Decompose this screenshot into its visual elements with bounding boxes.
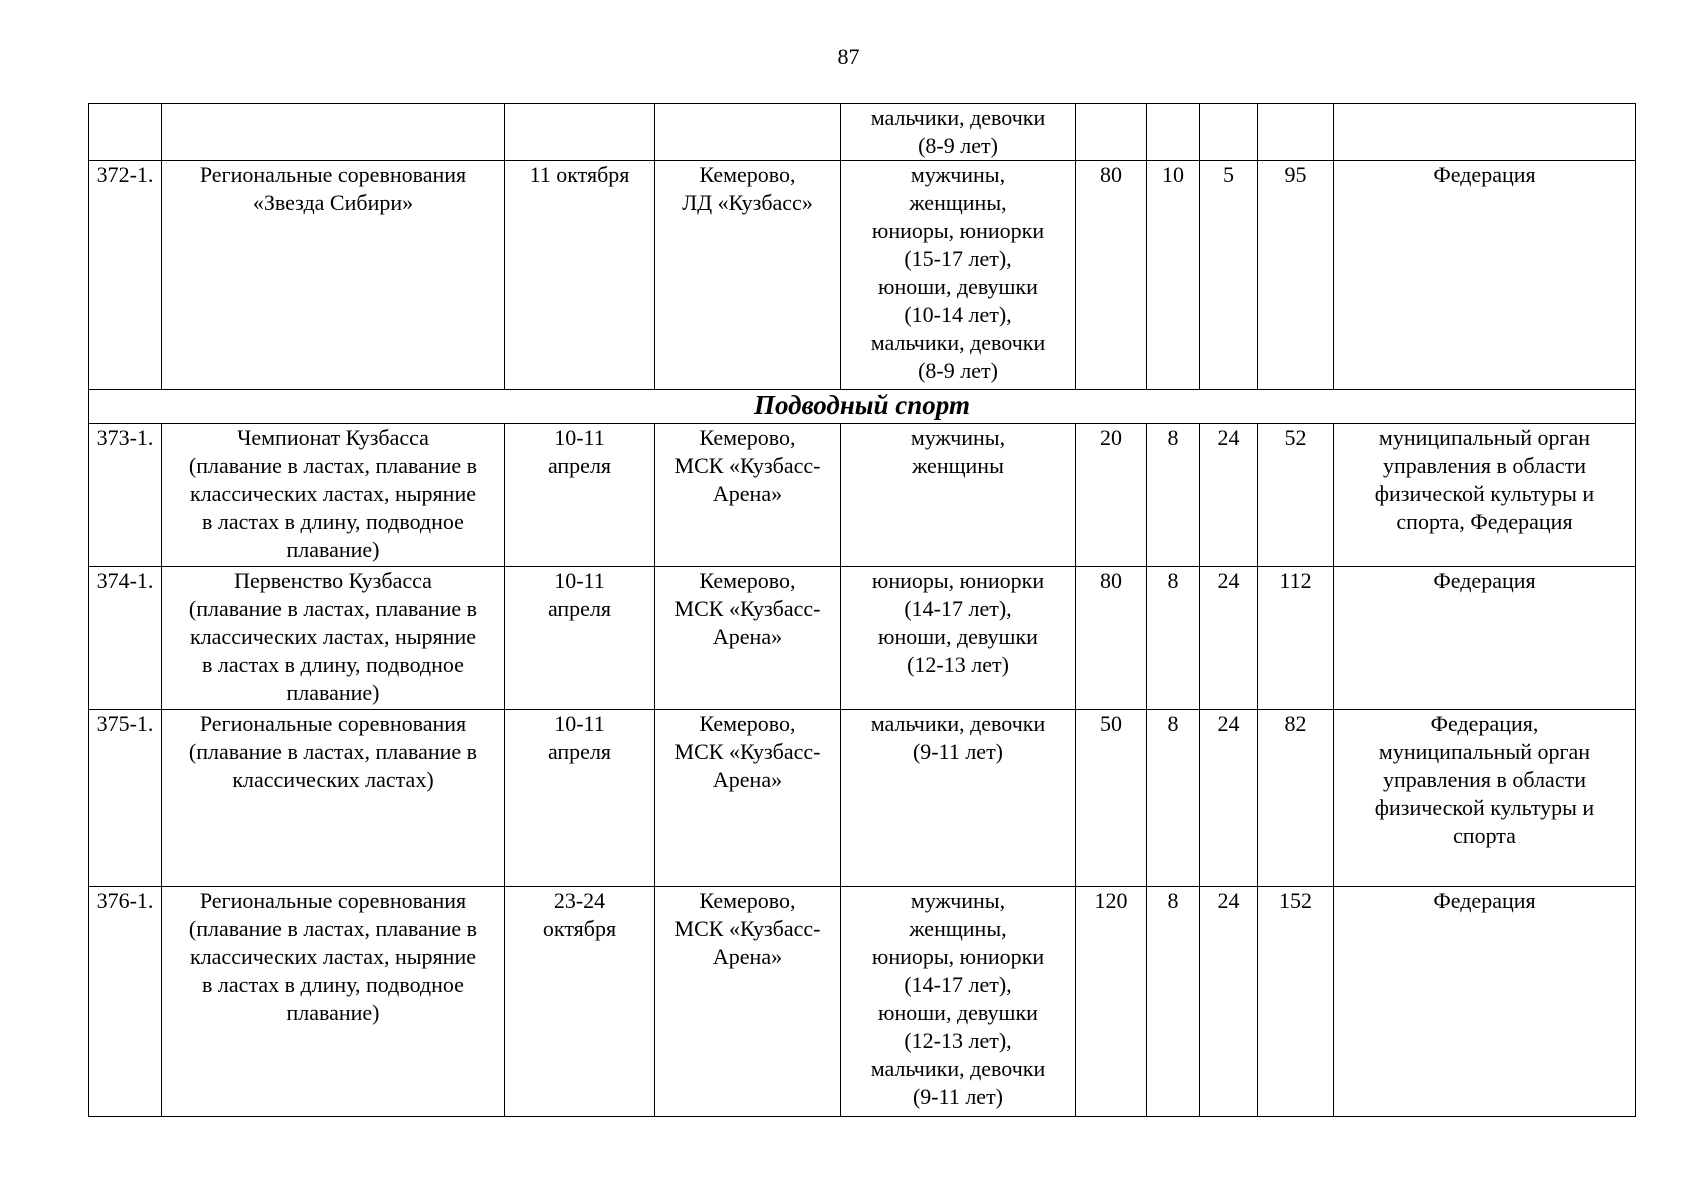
participants-line: (12-13 лет), bbox=[904, 1028, 1012, 1053]
organizer-line: Федерация bbox=[1433, 888, 1536, 913]
cell-count-2: 8 bbox=[1147, 567, 1200, 710]
date-line: 10-11 bbox=[554, 711, 605, 736]
cell-name bbox=[162, 887, 505, 1117]
cell-count-3: 24 bbox=[1200, 887, 1258, 1117]
participants-line: женщины bbox=[912, 453, 1004, 478]
cell-place bbox=[655, 567, 841, 710]
place-line: ЛД «Кузбасс» bbox=[682, 190, 813, 215]
participants-line: (15-17 лет), bbox=[904, 246, 1012, 271]
cell-date bbox=[505, 104, 655, 161]
cell-date bbox=[505, 424, 655, 567]
organizer-line: Федерация bbox=[1433, 162, 1536, 187]
organizer-line: управления в области bbox=[1383, 453, 1586, 478]
participants-line: (14-17 лет), bbox=[904, 972, 1012, 997]
cell-count-1: 120 bbox=[1076, 887, 1147, 1117]
cell-count-1: 80 bbox=[1076, 161, 1147, 390]
date-line: 11 октября bbox=[529, 162, 630, 187]
cell-num: 373-1. bbox=[89, 424, 162, 567]
participants-line: (8-9 лет) bbox=[918, 358, 998, 383]
cell-name bbox=[162, 710, 505, 887]
participants-line: юниоры, юниорки bbox=[871, 944, 1045, 969]
place-line: Арена» bbox=[712, 767, 783, 792]
name-line: (плавание в ластах, плавание в bbox=[188, 739, 478, 764]
cell-num: 372-1. bbox=[89, 161, 162, 390]
name-line: в ластах в длину, подводное bbox=[202, 509, 464, 534]
participants-line: мальчики, девочки bbox=[870, 105, 1046, 130]
table-row bbox=[89, 567, 1636, 710]
cell-count-1: 50 bbox=[1076, 710, 1147, 887]
participants-line: мальчики, девочки bbox=[870, 1056, 1046, 1081]
name-line: Региональные соревнования bbox=[199, 162, 467, 187]
participants-line: мальчики, девочки bbox=[870, 711, 1046, 736]
name-line: Региональные соревнования bbox=[199, 711, 467, 736]
organizer-line: Федерация, bbox=[1430, 711, 1539, 736]
cell-count-total: 112 bbox=[1258, 567, 1334, 710]
name-line: Чемпионат Кузбасса bbox=[237, 425, 429, 450]
cell-participants bbox=[841, 104, 1076, 161]
place-line: МСК «Кузбасс- bbox=[674, 453, 821, 478]
cell-num: 374-1. bbox=[89, 567, 162, 710]
participants-line: юниоры, юниорки bbox=[871, 218, 1045, 243]
participants-line: (9-11 лет) bbox=[912, 1084, 1004, 1109]
cell-name bbox=[162, 161, 505, 390]
cell-participants bbox=[841, 567, 1076, 710]
participants-line: (10-14 лет), bbox=[904, 302, 1012, 327]
cell-name bbox=[162, 567, 505, 710]
name-line: Первенство Кузбасса bbox=[234, 568, 432, 593]
table-row bbox=[89, 161, 1636, 390]
participants-line: (14-17 лет), bbox=[904, 596, 1012, 621]
name-line: в ластах в длину, подводное bbox=[202, 652, 464, 677]
participants-line: юноши, девушки bbox=[878, 624, 1038, 649]
place-line: МСК «Кузбасс- bbox=[674, 596, 821, 621]
cell-num bbox=[89, 104, 162, 161]
organizer-line: физической культуры и bbox=[1374, 481, 1595, 506]
cell-num: 376-1. bbox=[89, 887, 162, 1117]
section-title: Подводный спорт bbox=[89, 390, 1636, 424]
participants-line: юноши, девушки bbox=[878, 274, 1038, 299]
cell-count-2: 8 bbox=[1147, 887, 1200, 1117]
cell-participants bbox=[841, 161, 1076, 390]
date-line: октября bbox=[542, 916, 617, 941]
date-line: 23-24 bbox=[553, 888, 606, 913]
place-line: Кемерово, bbox=[699, 888, 796, 913]
cell-count-2: 10 bbox=[1147, 161, 1200, 390]
organizer-line: физической культуры и bbox=[1374, 795, 1595, 820]
section-row bbox=[89, 390, 1636, 424]
cell-count-2: 8 bbox=[1147, 710, 1200, 887]
place-line: Арена» bbox=[712, 624, 783, 649]
place-line: Арена» bbox=[712, 944, 783, 969]
cell-count-3: 5 bbox=[1200, 161, 1258, 390]
cell-count-3 bbox=[1200, 104, 1258, 161]
date-line: 10-11 bbox=[554, 568, 605, 593]
cell-participants bbox=[841, 887, 1076, 1117]
cell-count-1 bbox=[1076, 104, 1147, 161]
name-line: плавание) bbox=[286, 680, 380, 705]
cell-num: 375-1. bbox=[89, 710, 162, 887]
participants-line: (12-13 лет) bbox=[907, 652, 1009, 677]
participants-line: мужчины, bbox=[910, 162, 1006, 187]
place-line: Кемерово, bbox=[699, 425, 796, 450]
place-line: Кемерово, bbox=[699, 568, 796, 593]
organizer-line: спорта, Федерация bbox=[1396, 509, 1573, 534]
organizer-line: спорта bbox=[1453, 823, 1516, 848]
participants-line: мужчины, bbox=[910, 425, 1006, 450]
cell-date bbox=[505, 887, 655, 1117]
name-line: Региональные соревнования bbox=[199, 888, 467, 913]
cell-count-total bbox=[1258, 104, 1334, 161]
cell-count-2 bbox=[1147, 104, 1200, 161]
cell-place bbox=[655, 161, 841, 390]
organizer-line: управления в области bbox=[1383, 767, 1586, 792]
cell-count-3: 24 bbox=[1200, 567, 1258, 710]
participants-line: мужчины, bbox=[910, 888, 1006, 913]
cell-organizer bbox=[1334, 887, 1636, 1117]
cell-count-total: 82 bbox=[1258, 710, 1334, 887]
participants-line: юниоры, юниорки bbox=[871, 568, 1045, 593]
cell-count-1: 20 bbox=[1076, 424, 1147, 567]
page-number: 87 bbox=[837, 44, 860, 69]
name-line: классических ластах, ныряние bbox=[190, 944, 476, 969]
cell-date bbox=[505, 710, 655, 887]
cell-place bbox=[655, 710, 841, 887]
cell-count-1: 80 bbox=[1076, 567, 1147, 710]
name-line: классических ластах) bbox=[232, 767, 434, 792]
place-line: МСК «Кузбасс- bbox=[674, 739, 821, 764]
table-row bbox=[89, 710, 1636, 887]
organizer-line: муниципальный орган bbox=[1378, 739, 1591, 764]
cell-count-3: 24 bbox=[1200, 710, 1258, 887]
participants-line: женщины, bbox=[909, 916, 1007, 941]
name-line: плавание) bbox=[286, 1000, 380, 1025]
cell-date bbox=[505, 161, 655, 390]
date-line: 10-11 bbox=[554, 425, 605, 450]
table-row bbox=[89, 887, 1636, 1117]
name-line: (плавание в ластах, плавание в bbox=[188, 916, 478, 941]
name-line: (плавание в ластах, плавание в bbox=[188, 596, 478, 621]
table-row bbox=[89, 424, 1636, 567]
cell-name bbox=[162, 424, 505, 567]
events-table bbox=[88, 103, 1636, 1117]
name-line: плавание) bbox=[286, 537, 380, 562]
date-line: апреля bbox=[547, 739, 612, 764]
name-line: классических ластах, ныряние bbox=[190, 624, 476, 649]
place-line: Арена» bbox=[712, 481, 783, 506]
participants-line: (8-9 лет) bbox=[918, 133, 998, 158]
cell-count-3: 24 bbox=[1200, 424, 1258, 567]
cell-organizer bbox=[1334, 424, 1636, 567]
cell-count-total: 152 bbox=[1258, 887, 1334, 1117]
date-line: апреля bbox=[547, 596, 612, 621]
participants-line: мальчики, девочки bbox=[870, 330, 1046, 355]
cell-organizer bbox=[1334, 161, 1636, 390]
place-line: Кемерово, bbox=[699, 162, 796, 187]
name-line: (плавание в ластах, плавание в bbox=[188, 453, 478, 478]
participants-line: юноши, девушки bbox=[878, 1000, 1038, 1025]
organizer-line: Федерация bbox=[1433, 568, 1536, 593]
place-line: МСК «Кузбасс- bbox=[674, 916, 821, 941]
organizer-line: муниципальный орган bbox=[1378, 425, 1591, 450]
cell-name bbox=[162, 104, 505, 161]
cell-date bbox=[505, 567, 655, 710]
name-line: «Звезда Сибири» bbox=[252, 190, 414, 215]
cell-count-total: 95 bbox=[1258, 161, 1334, 390]
cell-count-2: 8 bbox=[1147, 424, 1200, 567]
cell-count-total: 52 bbox=[1258, 424, 1334, 567]
name-line: классических ластах, ныряние bbox=[190, 481, 476, 506]
cell-organizer bbox=[1334, 710, 1636, 887]
cell-participants bbox=[841, 424, 1076, 567]
cell-participants bbox=[841, 710, 1076, 887]
cell-organizer bbox=[1334, 104, 1636, 161]
participants-line: (9-11 лет) bbox=[912, 739, 1004, 764]
place-line: Кемерово, bbox=[699, 711, 796, 736]
table-row-continuation bbox=[89, 104, 1636, 161]
participants-line: женщины, bbox=[909, 190, 1007, 215]
cell-place bbox=[655, 887, 841, 1117]
cell-place bbox=[655, 424, 841, 567]
date-line: апреля bbox=[547, 453, 612, 478]
cell-organizer bbox=[1334, 567, 1636, 710]
name-line: в ластах в длину, подводное bbox=[202, 972, 464, 997]
cell-place bbox=[655, 104, 841, 161]
